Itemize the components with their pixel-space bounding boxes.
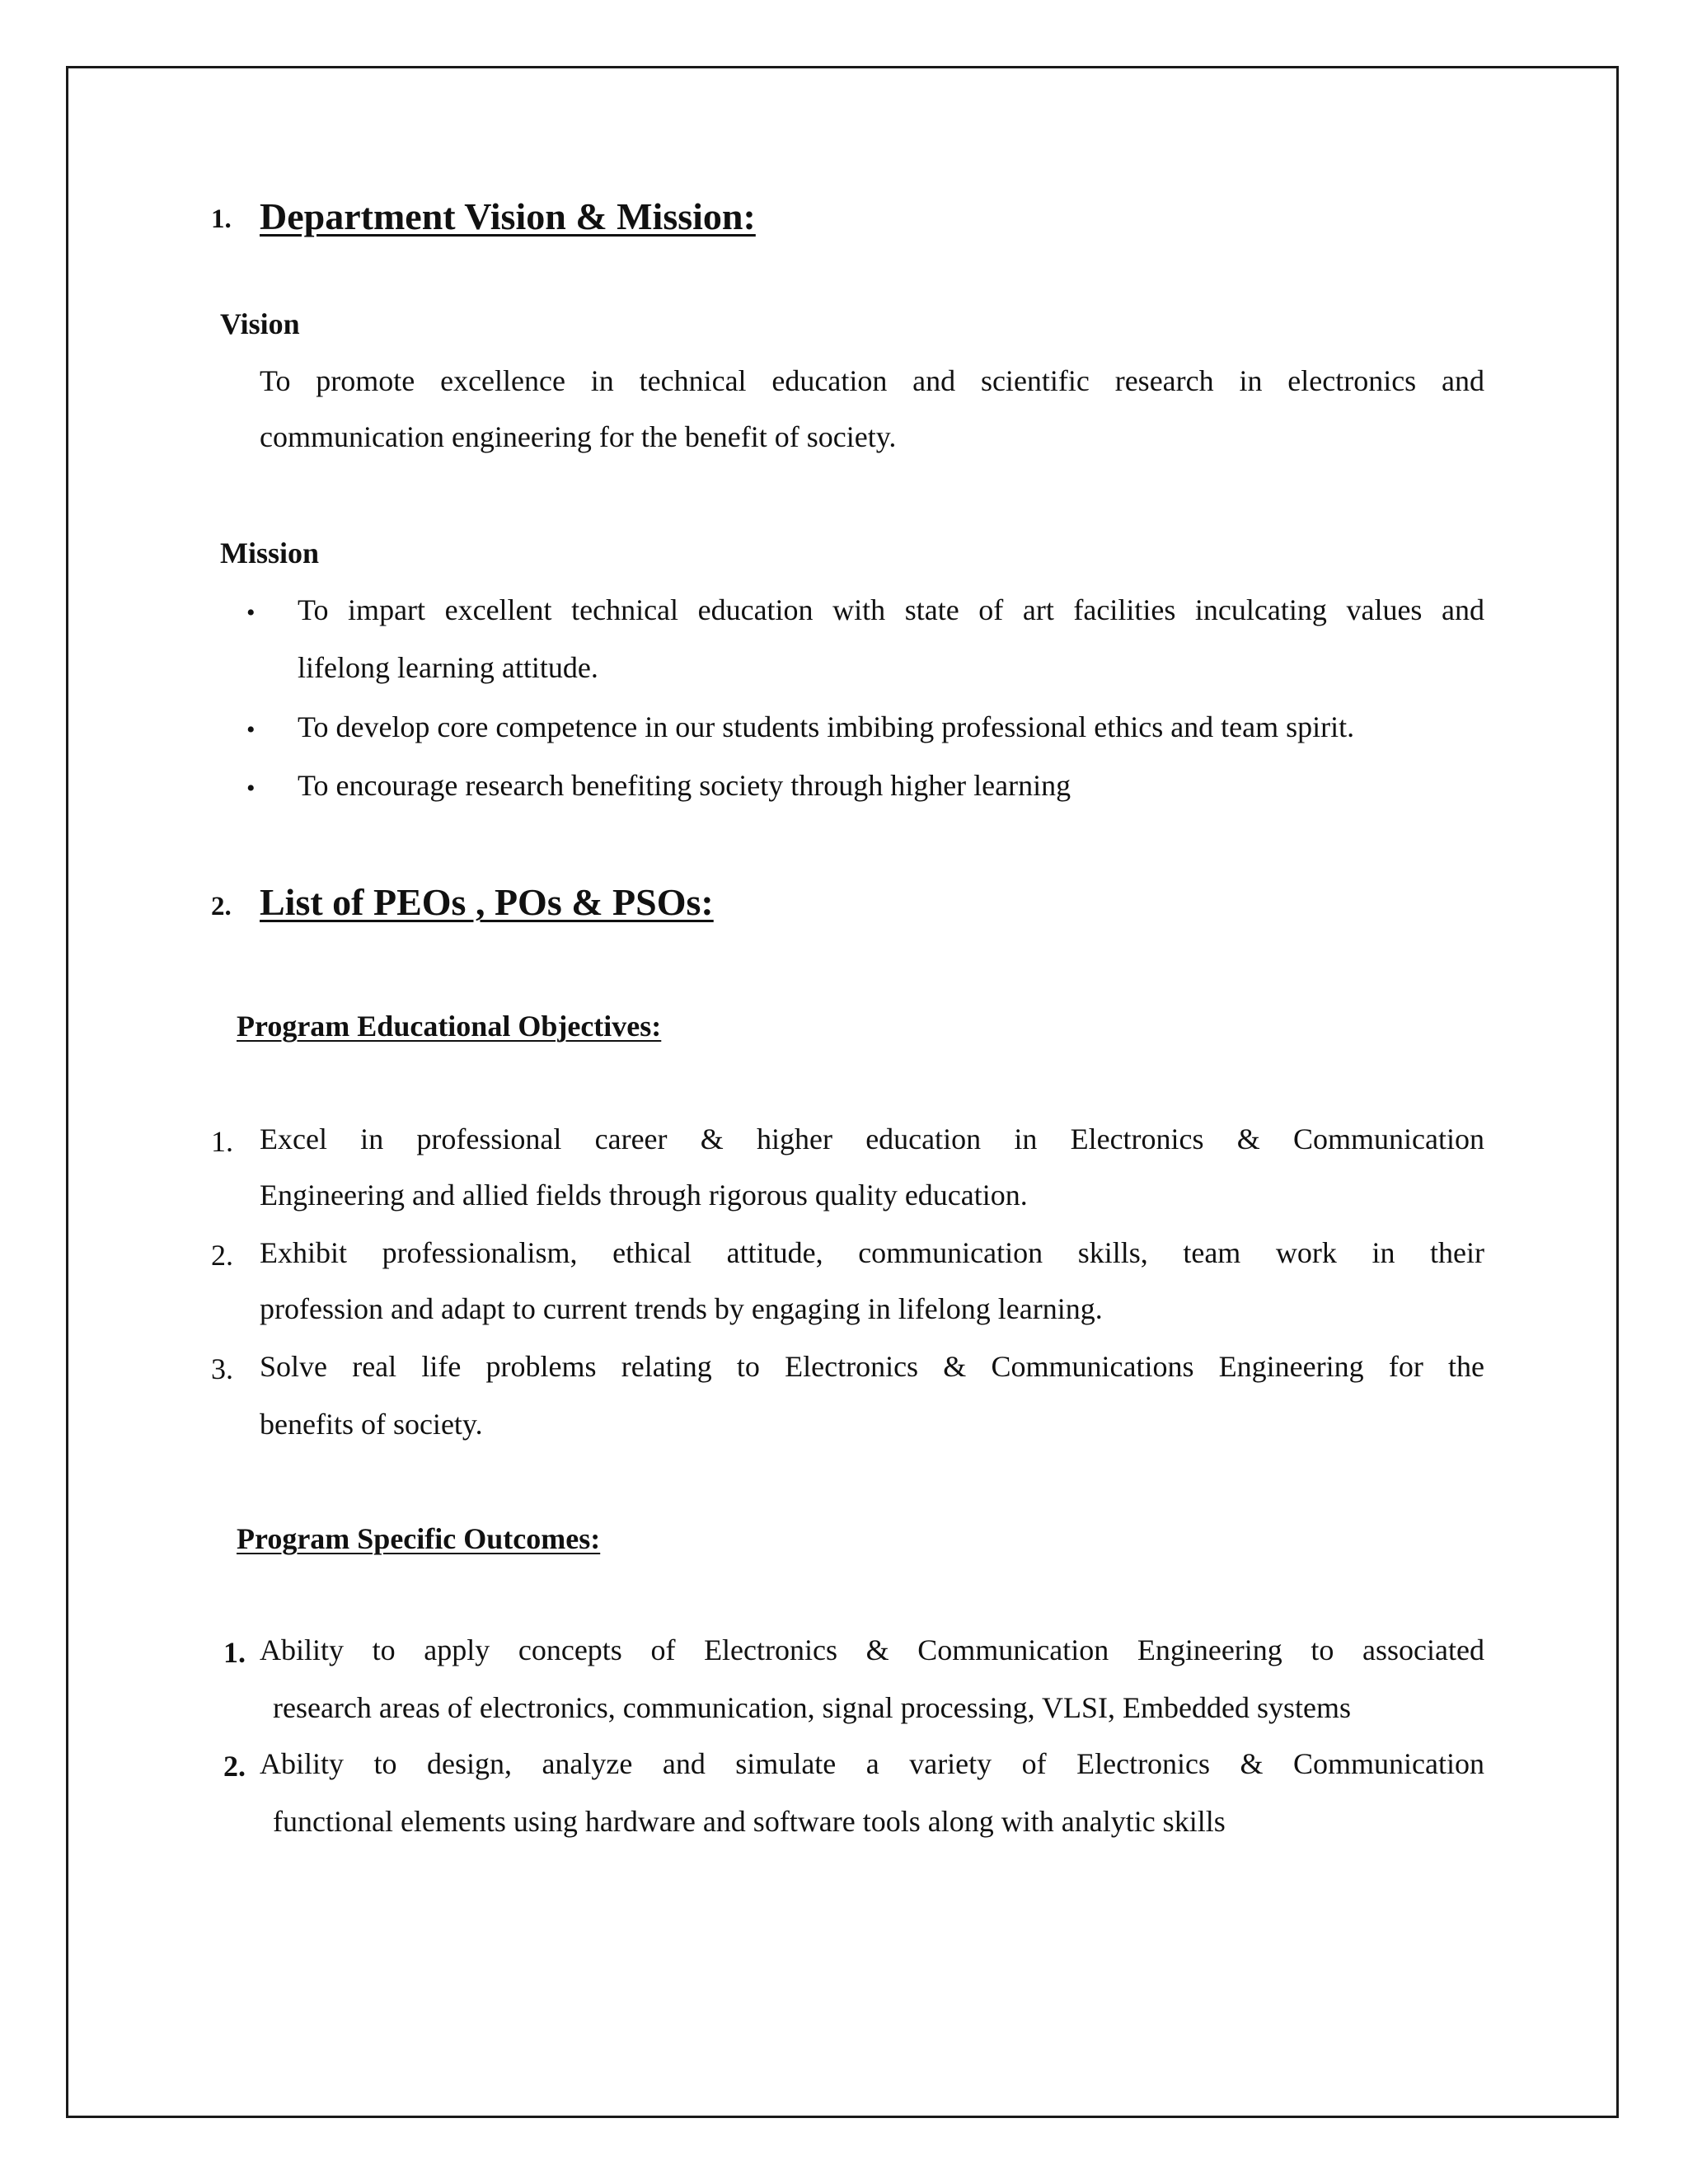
peo-item-3-line-1: Solve real life problems relating to Electronics & Communications Engineering for the: [260, 1350, 1484, 1383]
bullet-icon: •: [246, 716, 256, 743]
peo-item-3-number: 3.: [211, 1352, 233, 1385]
pso-item-2-line-2: functional elements using hardware and software tools along with analytic skills: [273, 1805, 1226, 1838]
peo-item-3-line-2: benefits of society.: [260, 1408, 483, 1441]
section-2-title: List of PEOs , POs & PSOs:: [260, 881, 714, 923]
bullet-icon: •: [246, 599, 256, 626]
vision-line-2: communication engineering for the benefit of society.: [260, 420, 897, 453]
peo-heading: Program Educational Objectives:: [237, 1010, 662, 1043]
peo-item-2-number: 2.: [211, 1239, 233, 1272]
bullet-icon: •: [246, 775, 256, 802]
peo-item-2-line-1: Exhibit professionalism, ethical attitude, communication skills, team work in their: [260, 1236, 1484, 1269]
peo-item-1-line-2: Engineering and allied fields through rigorous quality education.: [260, 1179, 1028, 1212]
mission-item-3-line-1: To encourage research benefiting society through higher learning: [298, 769, 1071, 802]
peo-item-2-line-2: profession and adapt to current trends by engaging in lifelong learning.: [260, 1292, 1103, 1325]
section-1-title: Department Vision & Mission:: [260, 195, 756, 237]
mission-heading: Mission: [220, 537, 320, 569]
pso-item-2-number: 2.: [223, 1750, 246, 1783]
peo-item-1-number: 1.: [211, 1125, 233, 1158]
section-2-number: 2.: [211, 892, 232, 921]
pso-item-1-line-2: research areas of electronics, communication, signal processing, VLSI, Embedded systems: [273, 1691, 1351, 1724]
section-1-number: 1.: [211, 204, 232, 234]
pso-item-2-line-1: Ability to design, analyze and simulate a variety of Electronics & Communication: [260, 1747, 1484, 1780]
pso-heading: Program Specific Outcomes:: [237, 1522, 601, 1555]
pso-item-1-number: 1.: [223, 1636, 246, 1669]
pso-item-1-line-1: Ability to apply concepts of Electronics & Communication Engineering to associated: [260, 1633, 1484, 1666]
vision-line-1: To promote excellence in technical education and scientific research in electronics and: [260, 364, 1484, 397]
vision-heading: Vision: [220, 307, 300, 340]
mission-item-1-line-1: To impart excellent technical education with state of art facilities inculcating values and: [298, 593, 1484, 626]
mission-item-1-line-2: lifelong learning attitude.: [298, 651, 598, 684]
mission-item-2-line-1: To develop core competence in our students imbibing professional ethics and team spirit.: [298, 710, 1355, 743]
peo-item-1-line-1: Excel in professional career & higher education in Electronics & Communication: [260, 1122, 1484, 1155]
